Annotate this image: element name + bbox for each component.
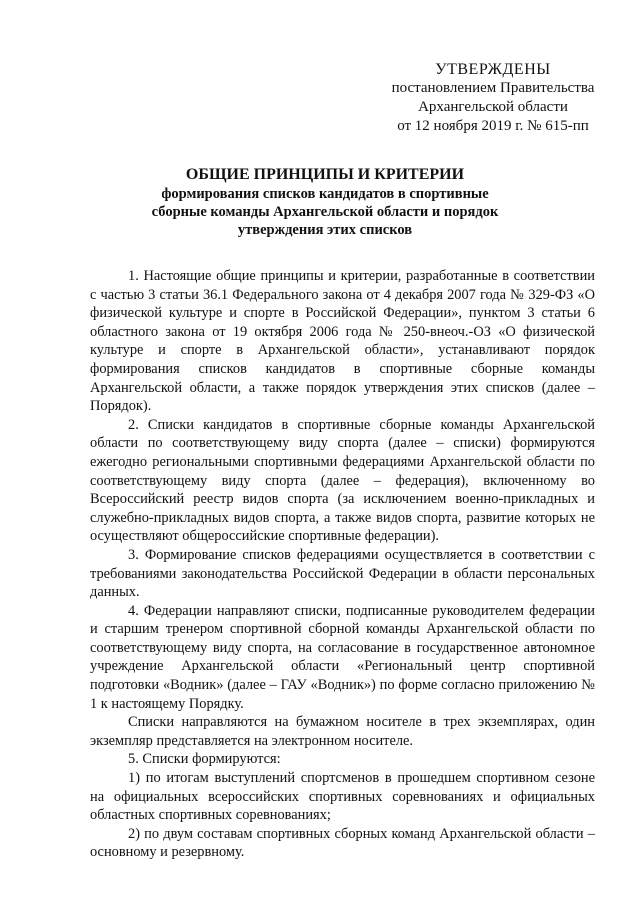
paragraph-5-item-2: 2) по двум составам спортивных сборных команд Архангельской области – основному и резервному. bbox=[90, 825, 595, 861]
approval-line-2: Архангельской области bbox=[418, 99, 568, 115]
document-title bbox=[90, 165, 560, 239]
title-sub-3: утверждения этих списков bbox=[237, 222, 413, 238]
approval-line-3: от 12 ноября 2019 г. № 615-пп bbox=[397, 118, 589, 134]
title-sub-2: сборные команды Архангельской области и порядок bbox=[151, 204, 499, 220]
approval-heading: УТВЕРЖДЕНЫ bbox=[435, 61, 551, 78]
paragraph-2: 2. Списки кандидатов в спортивные сборные команды Архангельской области по соответствующему виду спорта (далее – списки) формируются ежегодно региональными спортивными федерациями Архангельской области по соответствующему виду спорта (далее – федерация), включенному во Всероссийский реестр видов спорта (за исключением военно-прикладных и служебно-прикладных видов спорта, а также видов спорта, развитие которых не осуществляют общероссийские спортивные федерации). bbox=[90, 416, 595, 545]
title-sub-1: формирования списков кандидатов в спортивные bbox=[161, 186, 489, 202]
approval-line-1: постановлением Правительства bbox=[391, 80, 595, 96]
approval-stamp bbox=[386, 60, 600, 136]
paragraph-4: 4. Федерации направляют списки, подписанные руководителем федерации и старшим тренером спортивной сборной команды Архангельской области по соответствующему виду спорта, на согласование в государственное автономное учреждение Архангельской области «Региональный центр спортивной подготовки «Водник» (далее – ГАУ «Водник») по форме согласно приложению № 1 к настоящему Порядку. bbox=[90, 602, 595, 712]
document-body bbox=[90, 267, 595, 862]
paragraph-5-item-1: 1) по итогам выступлений спортсменов в прошедшем спортивном сезоне на официальных всероссийских спортивных соревнованиях и официальных областных спортивных соревнованиях; bbox=[90, 770, 595, 824]
paragraph-5: 5. Списки формируются: bbox=[128, 751, 281, 768]
paragraph-1: 1. Настоящие общие принципы и критерии, разработанные в соответствии с частью 3 статьи 36.1 Федерального закона от 4 декабря 2007 года № 329-ФЗ «О физической культуре и спорте в Российской Федерации», пунктом 3 статьи 6 областного закона от 19 октября 2006 года № 250-внеоч.-ОЗ «О физической культуре и спорте в Архангельской области», устанавливают порядок формирования списков кандидатов в спортивные сборные команды Архангельской области, а также порядок утверждения этих списков (далее – Порядок). bbox=[90, 268, 595, 415]
title-main: ОБЩИЕ ПРИНЦИПЫ И КРИТЕРИИ bbox=[185, 166, 465, 183]
paragraph-3: 3. Формирование списков федерациями осуществляется в соответствии с требованиями законодательства Российской Федерации в области персональных данных. bbox=[90, 546, 595, 601]
paragraph-4-note: Списки направляются на бумажном носителе в трех экземплярах, один экземпляр представляется на электронном носителе. bbox=[90, 714, 595, 749]
